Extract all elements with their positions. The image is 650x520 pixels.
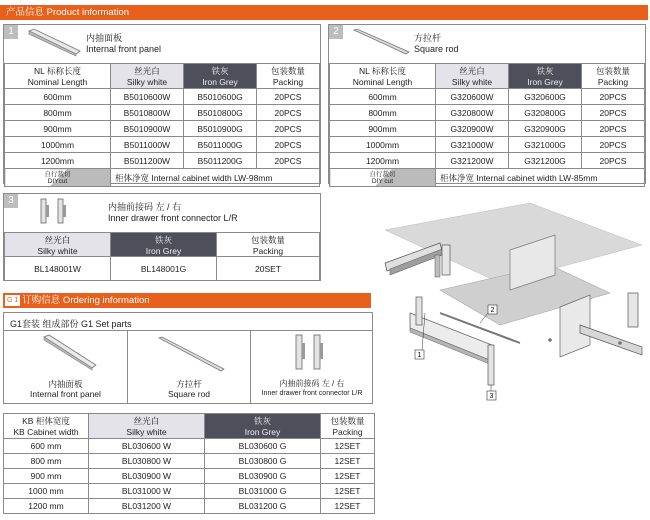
cell-grey-code: B5010800G	[184, 105, 257, 121]
product-name-cn: 内抽面板	[86, 33, 123, 43]
table-row	[4, 439, 375, 454]
part-name-en: Internal front panel	[30, 389, 101, 399]
header-iron-grey: 铁灰 Iron Grey	[111, 233, 217, 257]
cell-white-code: BL030800 W	[89, 454, 205, 469]
cell-packing: 12SET	[321, 454, 375, 469]
cell-grey-code: G321200G	[509, 153, 582, 169]
header-packing: 包装数量 Packing	[257, 64, 320, 89]
cell-cabinet-note: 柜体净宽 Internal cabinet width LW-85mm	[436, 169, 645, 187]
cell-white-code: BL031000 W	[89, 484, 205, 499]
diagram-connector-right	[488, 345, 494, 385]
callout-2: 2	[490, 307, 495, 314]
cell-width: 1000 mm	[4, 484, 89, 499]
table-row	[5, 121, 320, 137]
cell-grey-code: B5010900G	[184, 121, 257, 137]
cell-packing: 20PCS	[582, 137, 645, 153]
product-2-table-wrap	[329, 63, 645, 187]
right-side-back	[628, 293, 638, 327]
header-cabinet-width: KB 柜体宽度 KB Cabinet width	[4, 414, 89, 439]
cell-white-code: G321000W	[436, 137, 509, 153]
cell-packing: 20PCS	[257, 89, 320, 105]
cell-grey-code: G321000G	[509, 137, 582, 153]
order-table-wrap	[3, 413, 375, 514]
left-connector	[435, 255, 440, 277]
table-row	[5, 257, 320, 281]
cell-grey-code: B5011200G	[184, 153, 257, 169]
cell-length: 1200mm	[330, 153, 436, 169]
cell-packing: 12SET	[321, 439, 375, 454]
callout-3: 3	[489, 393, 494, 400]
product-number-badge: 1	[4, 25, 18, 39]
cell-white-code: G320600W	[436, 89, 509, 105]
product-2-table	[329, 63, 645, 187]
cell-width: 600 mm	[4, 439, 89, 454]
set-divider	[4, 330, 372, 331]
cell-white-code: G320900W	[436, 121, 509, 137]
header-silky-white: 丝光白 Silky white	[89, 414, 205, 439]
order-table	[3, 413, 375, 514]
table-row	[330, 89, 645, 105]
header-length: NL 标称长度 Nominal Length	[330, 64, 436, 89]
cell-packing: 20PCS	[257, 137, 320, 153]
screw	[618, 341, 622, 345]
internal-front-panel-image	[26, 27, 81, 57]
header-iron-grey: 铁灰 Iron Grey	[509, 64, 582, 89]
section-product-info-bar	[0, 5, 648, 20]
header-length: NL 标称长度 Nominal Length	[5, 64, 111, 89]
section-ordering-info-bar	[3, 293, 371, 308]
cell-width: 1200 mm	[4, 499, 89, 514]
header-packing: 包装数量 Packing	[217, 233, 320, 257]
cell-white-code: BL030600 W	[89, 439, 205, 454]
header-packing: 包装数量 Packing	[321, 414, 375, 439]
cell-packing: 20SET	[217, 257, 320, 281]
cell-white-code: B5010800W	[111, 105, 184, 121]
cell-width: 800 mm	[4, 454, 89, 469]
section-title: 产品信息 Product information	[6, 7, 130, 18]
part-name-en: Square rod	[167, 389, 211, 399]
cell-length: 600mm	[5, 89, 111, 105]
cell-grey-code: G320900G	[509, 121, 582, 137]
cell-length: 900mm	[5, 121, 111, 137]
cell-packing: 20PCS	[582, 105, 645, 121]
cell-length: 1000mm	[5, 137, 111, 153]
diagram-connector-left	[416, 297, 422, 325]
set-part-2	[128, 379, 250, 399]
product-3-table-wrap	[4, 232, 320, 281]
table-row	[330, 121, 645, 137]
square-rod-image	[156, 335, 226, 375]
cell-white-code: B5011000W	[111, 137, 184, 153]
square-rod-image	[351, 27, 411, 57]
table-row	[4, 499, 375, 514]
part-name-cn: 内抽前接码 左 / 右	[279, 379, 345, 388]
cell-cabinet-note: 柜体净宽 Internal cabinet width LW-98mm	[111, 169, 320, 187]
cell-grey-code: BL148001G	[111, 257, 217, 281]
cell-length: 1200mm	[5, 153, 111, 169]
cell-white-code: BL030900 W	[89, 469, 205, 484]
part-name-cn: 方拉杆	[176, 379, 202, 389]
cell-grey-code: G320600G	[509, 89, 582, 105]
front-connector-image	[36, 197, 76, 227]
product-3-table	[4, 232, 320, 281]
cell-grey-code: B5010600G	[184, 89, 257, 105]
header-iron-grey: 铁灰 Iron Grey	[205, 414, 321, 439]
product-name-en: Square rod	[414, 44, 459, 54]
table-row	[5, 105, 320, 121]
cell-grey-code: BL030600 G	[205, 439, 321, 454]
cell-grey-code: G320800G	[509, 105, 582, 121]
cell-grey-code: B5011000G	[184, 137, 257, 153]
cell-packing: 20PCS	[257, 121, 320, 137]
part-name-cn: 内抽面板	[48, 379, 83, 389]
cell-grey-code: BL030900 G	[205, 469, 321, 484]
cell-length: 800mm	[5, 105, 111, 121]
table-row-diy	[330, 169, 645, 187]
product-1-table-wrap	[4, 63, 320, 187]
cell-white-code: B5010900W	[111, 121, 184, 137]
drawer-exploded-diagram	[380, 195, 645, 405]
g1-badge: G 1	[7, 297, 19, 304]
internal-front-panel-image	[40, 333, 98, 373]
cell-grey-code: BL031000 G	[205, 484, 321, 499]
cell-length: 600mm	[330, 89, 436, 105]
product-2-panel	[328, 24, 646, 184]
cell-packing: 20PCS	[582, 153, 645, 169]
cell-packing: 20PCS	[582, 89, 645, 105]
header-silky-white: 丝光白 Silky white	[436, 64, 509, 89]
cell-packing: 12SET	[321, 469, 375, 484]
callout-1: 1	[417, 352, 422, 359]
table-row	[5, 89, 320, 105]
cell-length: 1000mm	[330, 137, 436, 153]
table-row-diy	[5, 169, 320, 187]
cell-diy-cut: 自行裁切 DIYcut	[5, 169, 111, 187]
drawer-diagram-svg	[380, 195, 645, 405]
header-packing: 包装数量 Packing	[582, 64, 645, 89]
set-parts-panel	[3, 312, 373, 404]
table-row	[5, 137, 320, 153]
cell-grey-code: BL031200 G	[205, 499, 321, 514]
set-title: G1套装 组成部份 G1 Set parts	[10, 319, 132, 329]
cell-white-code: B5010600W	[111, 89, 184, 105]
cell-grey-code: BL030800 G	[205, 454, 321, 469]
set-part-3	[251, 379, 373, 399]
cell-white-code: B5011200W	[111, 153, 184, 169]
cell-packing: 20PCS	[582, 121, 645, 137]
header-iron-grey: 铁灰 Iron Grey	[184, 64, 257, 89]
header-silky-white: 丝光白 Silky white	[111, 64, 184, 89]
header-silky-white: 丝光白 Silky white	[5, 233, 111, 257]
cell-length: 800mm	[330, 105, 436, 121]
product-3-panel	[3, 193, 321, 281]
product-name-cn: 方拉杆	[414, 33, 442, 43]
front-connector-image	[292, 333, 332, 375]
left-side-front	[442, 245, 450, 275]
product-name-en: Internal front panel	[86, 44, 162, 54]
cell-white-code: BL148001W	[5, 257, 111, 281]
part-name-en: Inner drawer front connector L/R	[261, 390, 363, 397]
cell-packing: 12SET	[321, 484, 375, 499]
table-row	[330, 105, 645, 121]
product-name-en: Inner drawer front connector L/R	[108, 213, 238, 223]
table-row	[4, 469, 375, 484]
product-number-badge: 2	[329, 25, 343, 39]
cell-packing: 12SET	[321, 499, 375, 514]
table-row	[330, 153, 645, 169]
cell-length: 900mm	[330, 121, 436, 137]
cell-white-code: G321200W	[436, 153, 509, 169]
screw	[548, 338, 552, 342]
cell-diy-cut: 自行裁切 DIY cut	[330, 169, 436, 187]
set-part-1	[4, 379, 127, 399]
cell-width: 900 mm	[4, 469, 89, 484]
table-row	[5, 153, 320, 169]
product-1-panel	[3, 24, 321, 184]
section-title: 订购信息 Ordering information	[22, 295, 150, 306]
product-number-badge: 3	[4, 194, 18, 208]
table-row	[330, 137, 645, 153]
cell-white-code: G320800W	[436, 105, 509, 121]
product-1-table	[4, 63, 320, 187]
cell-white-code: BL031200 W	[89, 499, 205, 514]
cell-packing: 20PCS	[257, 105, 320, 121]
table-row	[4, 484, 375, 499]
table-row	[4, 454, 375, 469]
cell-packing: 20PCS	[257, 153, 320, 169]
product-name-cn: 内抽前接码 左 / 右	[108, 202, 182, 212]
